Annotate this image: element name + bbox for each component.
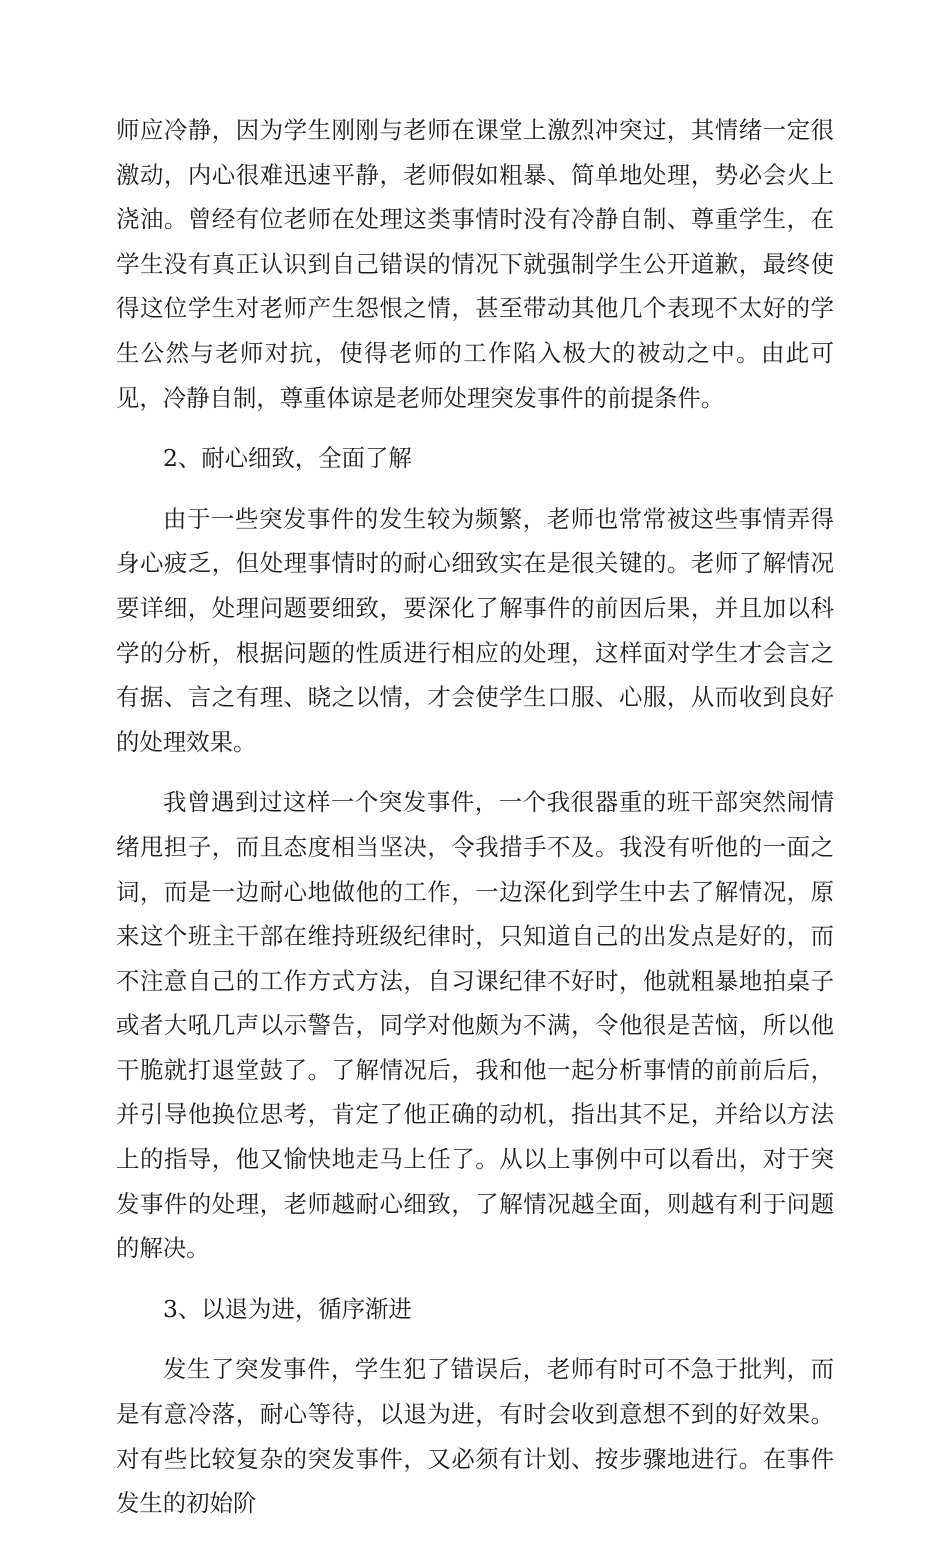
- paragraph: 我曾遇到过这样一个突发事件，一个我很器重的班干部突然闹情绪甩担子，而且态度相当坚决，令我措手不及。我没有听他的一面之词，而是一边耐心地做他的工作，一边深化到学生中去了解情况，原来这个班主干部在维持班级纪律时，只知道自己的出发点是好的，而不注意自己的工作方式方法，自习课纪律不好时，他就粗暴地拍桌子或者大吼几声以示警告，同学对他颇为不满，令他很是苦恼，所以他干脆就打退堂鼓了。了解情况后，我和他一起分析事情的前前后后，并引导他换位思考，肯定了他正确的动机，指出其不足，并给以方法上的指导，他又愉快地走马上任了。从以上事例中可以看出，对于突发事件的处理，老师越耐心细致，了解情况越全面，则越有利于问题的解决。: [116, 788, 834, 1263]
- section-heading-2: 2、耐心细致，全面了解: [163, 444, 412, 473]
- paragraph: 由于一些突发事件的发生较为频繁，老师也常常被这些事情弄得身心疲乏，但处理事情时的耐心细致实在是很关键的。老师了解情况要详细，处理问题要细致，要深化了解事件的前因后果，并且加以科学的分析，根据问题的性质进行相应的处理，这样面对学生才会言之有据、言之有理、晓之以情，才会使学生口服、心服，从而收到良好的处理效果。: [116, 504, 834, 756]
- paragraph: 发生了突发事件，学生犯了错误后，老师有时可不急于批判，而是有意冷落，耐心等待，以退为进，有时会收到意想不到的好效果。对有些比较复杂的突发事件，又必须有计划、按步骤地进行。在事件发生的初始阶: [116, 1355, 834, 1518]
- document-body: [116, 108, 834, 1542]
- paragraph-continuation: 师应冷静，因为学生刚刚与老师在课堂上激烈冲突过，其情绪一定很激动，内心很难迅速平静，老师假如粗暴、简单地处理，势必会火上浇油。曾经有位老师在处理这类事情时没有冷静自制、尊重学生，在学生没有真正认识到自己错误的情况下就强制学生公开道歉，最终使得这位学生对老师产生怨恨之情，甚至带动其他几个表现不太好的学生公然与老师对抗，使得老师的工作陷入极大的被动之中。由此可见，冷静自制，尊重体谅是老师处理突发事件的前提条件。: [116, 116, 834, 412]
- section-heading-3: 3、以退为进，循序渐进: [163, 1294, 412, 1323]
